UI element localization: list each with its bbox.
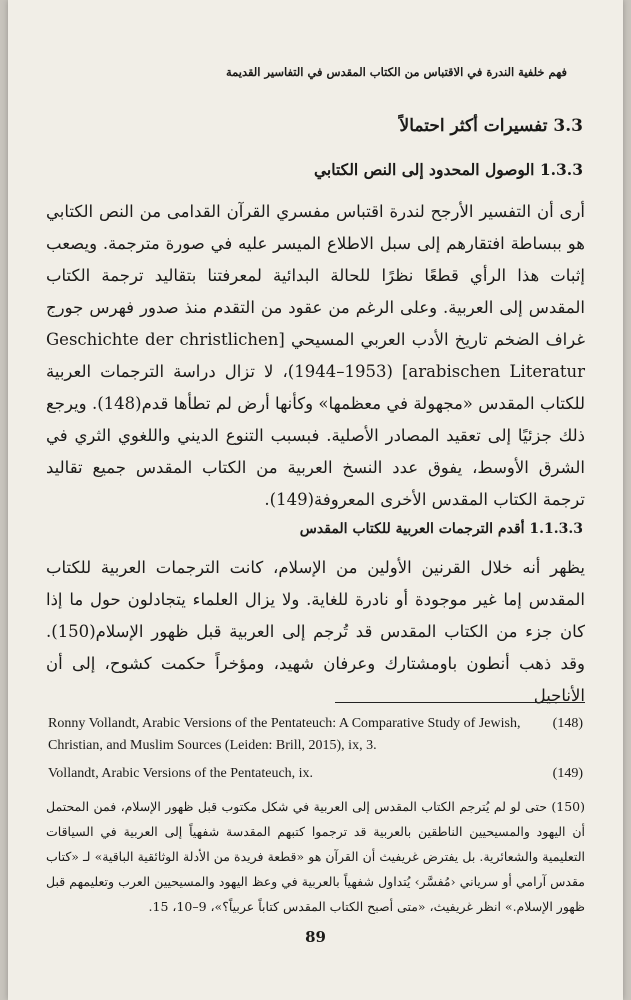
footnote-divider xyxy=(335,702,585,703)
body-paragraph-1: أرى أن التفسير الأرجح لندرة اقتباس مفسري القرآن القدامى من النص الكتابي هو ببساطة افتقارهم إلى سبل الاطلاع الميسر عليه في صورة مترجمة. ويصعب إثبات هذا الرأي قطعًا نظرًا للحالة البدائية لمعرفتنا بتقاليد ترجمة الكتاب المقدس إلى العربية. وعلى الرغم من عقود من التقدم منذ صدور فهرس جورج غراف الضخم تاريخ الأدب العربي المسيحي [Geschichte der christlichen arabischen Literatur] (1944–1953)، لا تزال دراسة الترجمات العربية للكتاب المقدس «مجهولة في معظمها» وكأنها أرض لم تطأها قدم(148). ويرجع ذلك جزئيًا إلى تعقيد المصادر الأصلية. فبسبب التنوع الديني واللغوي الثري في الشرق الأوسط، يفوق عدد النسخ العربية من الكتاب المقدس جميع تقاليد ترجمة الكتاب المقدس الأخرى المعروفة(149). xyxy=(46,202,586,509)
body-paragraph-2: يظهر أنه خلال القرنين الأولين من الإسلام، كانت الترجمات العربية للكتاب المقدس إما غير موجودة أو نادرة للغاية. ولا يزال العلماء يتجادلون حول ما إذا كان جزء من الكتاب المقدس قد تُرجم إلى العربية قبل ظهور الإسلام(150). وقد ذهب أنطون باومشتارك وعرفان شهيد، ومؤخراً حكمت كشوح، إلى أن الأناجيل xyxy=(46,558,585,705)
footnote-149 xyxy=(48,763,583,785)
subsection-heading: 1.3.3 الوصول المحدود إلى النص الكتابي xyxy=(314,160,583,179)
section-heading: 3.3 تفسيرات أكثر احتمالاً xyxy=(399,116,583,136)
subsubsection-heading: 1.1.3.3 أقدم الترجمات العربية للكتاب المقدس xyxy=(299,521,583,537)
footnote-number: (148) xyxy=(552,716,583,731)
footnote-text: Vollandt, Arabic Versions of the Pentateuch, ix. xyxy=(48,766,314,781)
running-header: فهم خلفية الندرة في الاقتباس من الكتاب المقدس في التفاسير القديمة xyxy=(225,65,567,79)
footnote-148 xyxy=(48,713,583,757)
footnote-text: Ronny Vollandt, Arabic Versions of the Pentateuch: A Comparative Study of Jewish, Christian, and Muslim Sources (Leiden: Brill, 2015), ix, 3. xyxy=(48,716,521,753)
footnote-number: (149) xyxy=(552,766,583,781)
footnote-150: (150) حتى لو لم يُترجم الكتاب المقدس إلى العربية في شكل مكتوب قبل ظهور الإسلام، فمن المحتمل أن اليهود والمسيحيين الناطقين بالعربية قد ترجموا كتبهم المقدسة شفهياً إلى العربية في السياقات التعليمية والشعائرية. بل يفترض غريفيث أن القرآن هو «قطعة فريدة من الأدلة الوثائقية الباقية» لـ «كتاب مقدس آرامي أو سرياني ‹مُفسَّر› يُتداول شفهياً بالعربية في وعظ اليهود والمسيحيين العرب وتعليمهم قبل ظهور الإسلام.» انظر غريفيث، «متى أصبح الكتاب المقدس كتاباً عربياً؟»، 9–10، 15. xyxy=(46,799,585,914)
book-page xyxy=(8,0,623,1000)
page-number: 89 xyxy=(305,928,326,946)
